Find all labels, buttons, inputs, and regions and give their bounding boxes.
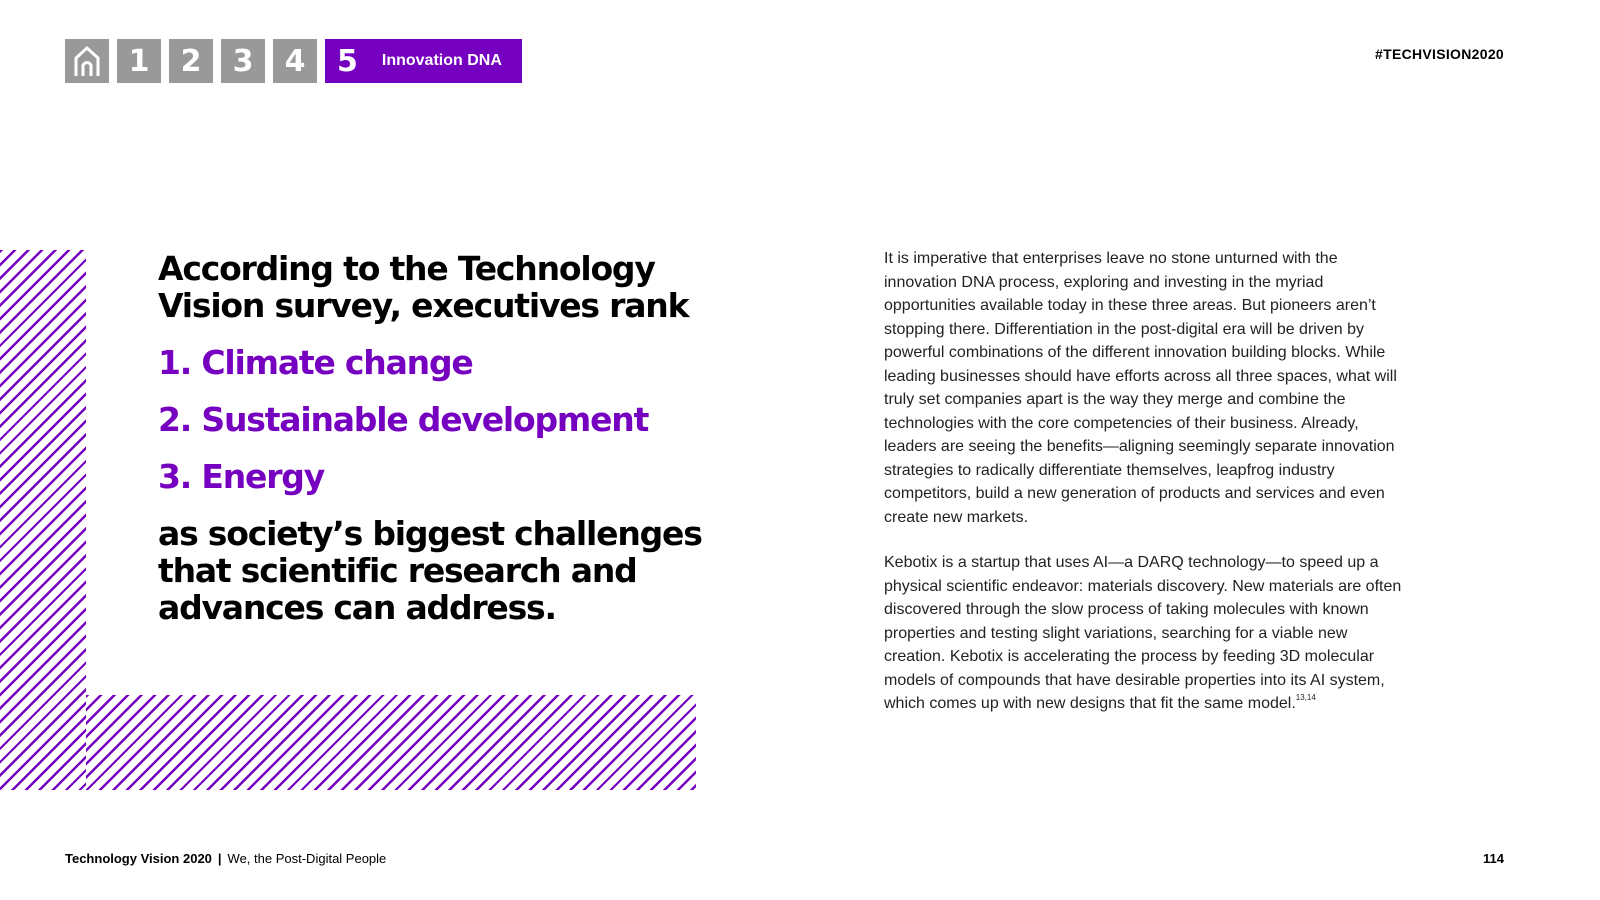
footer-report-title: Technology Vision 2020 xyxy=(65,851,212,866)
body-paragraph-2-text: Kebotix is a startup that uses AI—a DARQ technology—to speed up a physical scientific endeavor: materials discovery. New materials are often discovered through the slow process of taking molecules with known properties and testing slight variations, searching for a viable new creation. Kebotix is accelerating the process by feeding 3D molecular models of compounds that have desirable properties into its AI system, which comes up with new designs that fit the same model. xyxy=(884,554,1402,712)
body-paragraph-2 xyxy=(884,551,1404,716)
headline-tail: as society’s biggest challenges that scientific research and advances can address. xyxy=(158,514,702,627)
ranked-item-3: 3. Energy xyxy=(158,457,325,496)
decorative-stripes-vertical xyxy=(0,250,86,790)
footer xyxy=(65,851,386,866)
footer-separator: | xyxy=(217,851,222,866)
active-section-number: 5 xyxy=(337,43,358,79)
footnote-reference[interactable]: 13,14 xyxy=(1295,693,1316,702)
nav-section-2-button[interactable]: 2 xyxy=(169,39,213,83)
home-icon xyxy=(73,45,101,77)
nav-section-1-button[interactable]: 1 xyxy=(117,39,161,83)
nav-home-button[interactable] xyxy=(65,39,109,83)
active-section-label: Innovation DNA xyxy=(381,52,502,69)
ranked-item-1: 1. Climate change xyxy=(158,343,473,382)
nav-section-3-button[interactable]: 3 xyxy=(221,39,265,83)
section-nav xyxy=(65,39,522,83)
nav-section-4-button[interactable]: 4 xyxy=(273,39,317,83)
hashtag: #TECHVISION2020 xyxy=(1375,46,1504,62)
body-text xyxy=(884,247,1404,716)
nav-section-5-active-tab[interactable] xyxy=(325,39,522,83)
decorative-stripes-horizontal xyxy=(86,695,696,790)
headline-lead: According to the Technology Vision survey, executives rank xyxy=(158,249,689,325)
ranked-item-2: 2. Sustainable development xyxy=(158,400,649,439)
headline-callout xyxy=(158,250,718,626)
page-number: 114 xyxy=(1483,851,1504,866)
body-paragraph-1: It is imperative that enterprises leave no stone unturned with the innovation DNA process, exploring and investing in the myriad opportunities available today in these three areas. But pioneers aren’t stopping there. Differentiation in the post-digital era will be driven by powerful combinations of the different innovation building blocks. While leading businesses should have efforts across all three spaces, what will truly set companies apart is the way they merge and combine the technologies with the core competencies of their business. Already, leaders are seeing the benefits—aligning seemingly separate innovation strategies to radically differentiate themselves, leapfrog industry competitors, build a new generation of products and services and even create new markets. xyxy=(884,250,1397,526)
footer-subtitle: We, the Post-Digital People xyxy=(227,851,387,866)
